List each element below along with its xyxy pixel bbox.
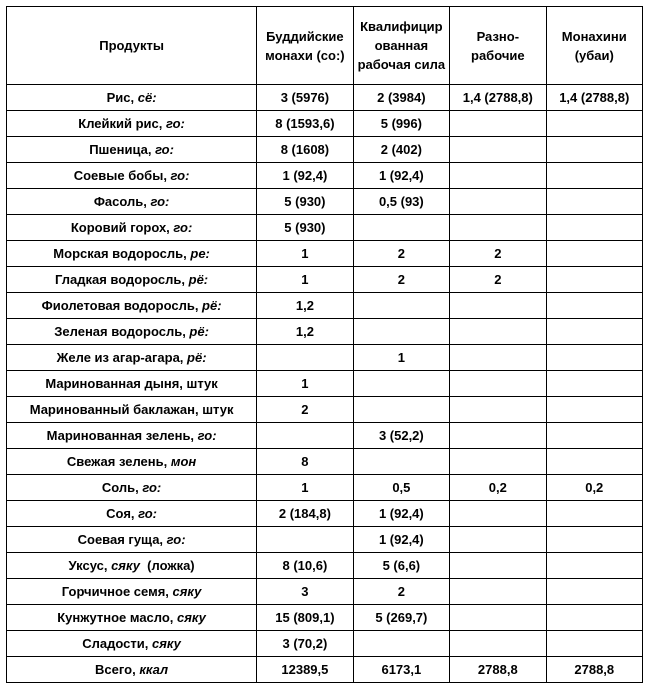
header-nuns-line-2: (убаи) xyxy=(574,47,614,63)
nuns-cell: 2788,8 xyxy=(546,657,642,683)
skilled-cell: 5 (6,6) xyxy=(353,553,449,579)
table-row xyxy=(7,631,643,657)
product-name: Свежая зелень, xyxy=(66,454,171,469)
table-row xyxy=(7,137,643,163)
product-name: Коровий горох, xyxy=(70,220,174,235)
nuns-cell xyxy=(546,423,642,449)
product-unit: го: xyxy=(138,506,158,521)
product-name: Пшеница, xyxy=(89,142,156,157)
product-unit: го: xyxy=(150,194,170,209)
monks-cell: 12389,5 xyxy=(257,657,353,683)
table-row xyxy=(7,293,643,319)
product-cell xyxy=(7,111,257,137)
product-unit: ккал xyxy=(139,662,169,677)
header-nuns-line-1: Монахини xyxy=(561,28,627,44)
laborers-cell xyxy=(450,527,546,553)
product-cell xyxy=(7,137,257,163)
monks-cell xyxy=(257,527,353,553)
skilled-cell: 1 xyxy=(353,345,449,371)
product-name: Уксус, xyxy=(68,558,112,573)
product-cell xyxy=(7,553,257,579)
nuns-cell xyxy=(546,267,642,293)
nuns-cell xyxy=(546,319,642,345)
product-unit: го: xyxy=(166,116,185,131)
nuns-cell xyxy=(546,137,642,163)
product-cell xyxy=(7,423,257,449)
product-unit: рe: xyxy=(190,246,210,261)
nuns-cell xyxy=(546,293,642,319)
skilled-cell: 2 xyxy=(353,267,449,293)
laborers-cell xyxy=(450,111,546,137)
product-unit: го: xyxy=(155,142,174,157)
product-cell xyxy=(7,267,257,293)
nuns-cell xyxy=(546,241,642,267)
skilled-cell xyxy=(353,631,449,657)
skilled-cell: 0,5 xyxy=(353,475,449,501)
ration-table xyxy=(6,6,643,683)
monks-cell: 1 xyxy=(257,267,353,293)
nuns-cell xyxy=(546,553,642,579)
product-unit: сяку xyxy=(111,558,140,573)
table-row xyxy=(7,501,643,527)
nuns-cell xyxy=(546,501,642,527)
product-cell xyxy=(7,241,257,267)
monks-cell xyxy=(257,345,353,371)
table-row xyxy=(7,423,643,449)
product-name: Всего, xyxy=(95,662,140,677)
skilled-cell xyxy=(353,397,449,423)
table-row xyxy=(7,527,643,553)
table-row xyxy=(7,449,643,475)
product-cell xyxy=(7,475,257,501)
nuns-cell xyxy=(546,163,642,189)
monks-cell: 1 (92,4) xyxy=(257,163,353,189)
header-laborers-line-1: Разно- xyxy=(476,28,520,44)
monks-cell: 2 (184,8) xyxy=(257,501,353,527)
nuns-cell xyxy=(546,631,642,657)
product-cell xyxy=(7,605,257,631)
product-unit: рё: xyxy=(202,298,222,313)
product-cell xyxy=(7,345,257,371)
nuns-cell xyxy=(546,579,642,605)
nuns-cell xyxy=(546,397,642,423)
header-laborers-line-2: рабочие xyxy=(471,47,525,63)
product-name: Маринованная дыня, штук xyxy=(45,376,218,391)
nuns-cell: 1,4 (2788,8) xyxy=(546,85,642,111)
monks-cell: 1,2 xyxy=(257,293,353,319)
laborers-cell xyxy=(450,371,546,397)
product-cell xyxy=(7,657,257,683)
table-row xyxy=(7,397,643,423)
product-unit: го: xyxy=(166,532,186,547)
product-unit: мон xyxy=(170,454,197,469)
laborers-cell: 1,4 (2788,8) xyxy=(450,85,546,111)
product-unit: го: xyxy=(142,480,162,495)
table-row xyxy=(7,371,643,397)
monks-cell: 8 xyxy=(257,449,353,475)
product-name: Маринованный баклажан, штук xyxy=(29,402,234,417)
laborers-cell: 2 xyxy=(450,241,546,267)
table-row xyxy=(7,657,643,683)
laborers-cell: 0,2 xyxy=(450,475,546,501)
table-row xyxy=(7,111,643,137)
product-name: Соевая гуща, xyxy=(77,532,167,547)
header-skilled-line-3: рабочая сила xyxy=(357,57,446,72)
table-row xyxy=(7,319,643,345)
laborers-cell xyxy=(450,579,546,605)
skilled-cell xyxy=(353,215,449,241)
skilled-cell: 2 xyxy=(353,241,449,267)
product-name: Желе из агар-агара, xyxy=(56,350,188,365)
table-row xyxy=(7,475,643,501)
product-name: Маринованная зелень, xyxy=(46,428,198,443)
skilled-cell: 1 (92,4) xyxy=(353,163,449,189)
skilled-cell: 0,5 (93) xyxy=(353,189,449,215)
table-row xyxy=(7,215,643,241)
product-cell xyxy=(7,215,257,241)
header-skilled xyxy=(353,7,449,85)
product-unit: рё: xyxy=(189,324,209,339)
table-row xyxy=(7,163,643,189)
monks-cell: 1 xyxy=(257,475,353,501)
laborers-cell xyxy=(450,397,546,423)
header-monks-line-1: Буддийские xyxy=(266,28,344,44)
product-name: Клейкий рис, xyxy=(78,116,166,131)
product-unit: го: xyxy=(170,168,190,183)
laborers-cell: 2788,8 xyxy=(450,657,546,683)
product-unit: сяку xyxy=(172,584,202,599)
table-row xyxy=(7,267,643,293)
skilled-cell: 5 (269,7) xyxy=(353,605,449,631)
monks-cell: 3 (5976) xyxy=(257,85,353,111)
product-name: Кунжутное масло, xyxy=(57,610,178,625)
skilled-cell: 3 (52,2) xyxy=(353,423,449,449)
nuns-cell xyxy=(546,345,642,371)
header-products xyxy=(7,7,257,85)
product-name: Морская водоросль, xyxy=(53,246,191,261)
table-body xyxy=(7,85,643,683)
header-products-text: Продукты xyxy=(99,38,164,53)
monks-cell: 1 xyxy=(257,241,353,267)
skilled-cell: 6173,1 xyxy=(353,657,449,683)
product-name: Фасоль, xyxy=(93,194,151,209)
monks-cell: 1 xyxy=(257,371,353,397)
monks-cell: 2 xyxy=(257,397,353,423)
nuns-cell xyxy=(546,605,642,631)
product-cell xyxy=(7,189,257,215)
product-cell xyxy=(7,371,257,397)
product-cell xyxy=(7,579,257,605)
table-row xyxy=(7,85,643,111)
product-cell xyxy=(7,631,257,657)
product-unit: го: xyxy=(197,428,217,443)
table-row xyxy=(7,345,643,371)
monks-cell: 15 (809,1) xyxy=(257,605,353,631)
nuns-cell xyxy=(546,449,642,475)
product-name: Соль, xyxy=(101,480,143,495)
product-unit: сяку xyxy=(152,636,181,651)
laborers-cell xyxy=(450,449,546,475)
laborers-cell xyxy=(450,345,546,371)
table-header xyxy=(7,7,643,85)
laborers-cell: 2 xyxy=(450,267,546,293)
skilled-cell: 2 (402) xyxy=(353,137,449,163)
monks-cell: 3 (70,2) xyxy=(257,631,353,657)
header-monks xyxy=(257,7,353,85)
product-name: Горчичное семя, xyxy=(61,584,173,599)
table-row xyxy=(7,605,643,631)
product-unit: сё: xyxy=(137,90,157,105)
laborers-cell xyxy=(450,501,546,527)
laborers-cell xyxy=(450,605,546,631)
header-skilled-line-1: Квалифицир xyxy=(360,19,443,34)
header-laborers xyxy=(450,7,546,85)
product-name: Соя, xyxy=(106,506,139,521)
monks-cell: 8 (1608) xyxy=(257,137,353,163)
nuns-cell: 0,2 xyxy=(546,475,642,501)
laborers-cell xyxy=(450,293,546,319)
skilled-cell: 2 (3984) xyxy=(353,85,449,111)
product-name: Рис, xyxy=(106,90,138,105)
laborers-cell xyxy=(450,137,546,163)
header-monks-line-2: монахи (со:) xyxy=(265,47,345,63)
product-unit: рё: xyxy=(187,350,207,365)
skilled-cell xyxy=(353,319,449,345)
nuns-cell xyxy=(546,215,642,241)
monks-cell: 5 (930) xyxy=(257,215,353,241)
skilled-cell: 1 (92,4) xyxy=(353,501,449,527)
laborers-cell xyxy=(450,189,546,215)
skilled-cell: 5 (996) xyxy=(353,111,449,137)
monks-cell xyxy=(257,423,353,449)
product-cell xyxy=(7,163,257,189)
product-cell xyxy=(7,85,257,111)
product-name: Соевые бобы, xyxy=(73,168,171,183)
product-cell xyxy=(7,501,257,527)
product-name: Зеленая водоросль, xyxy=(54,324,190,339)
header-nuns xyxy=(546,7,642,85)
product-unit: го: xyxy=(173,220,193,235)
laborers-cell xyxy=(450,631,546,657)
product-cell xyxy=(7,527,257,553)
product-cell xyxy=(7,293,257,319)
laborers-cell xyxy=(450,319,546,345)
product-cell xyxy=(7,449,257,475)
product-name: Фиолетовая водоросль, xyxy=(41,298,203,313)
skilled-cell xyxy=(353,293,449,319)
nuns-cell xyxy=(546,111,642,137)
monks-cell: 8 (10,6) xyxy=(257,553,353,579)
table-row xyxy=(7,579,643,605)
product-unit: рё: xyxy=(188,272,209,287)
product-name: Гладкая водоросль, xyxy=(55,272,189,287)
table-row xyxy=(7,189,643,215)
table-row xyxy=(7,241,643,267)
product-unit: сяку xyxy=(177,610,206,625)
monks-cell: 8 (1593,6) xyxy=(257,111,353,137)
monks-cell: 5 (930) xyxy=(257,189,353,215)
monks-cell: 3 xyxy=(257,579,353,605)
nuns-cell xyxy=(546,371,642,397)
product-cell xyxy=(7,319,257,345)
table-row xyxy=(7,553,643,579)
nuns-cell xyxy=(546,527,642,553)
product-cell xyxy=(7,397,257,423)
laborers-cell xyxy=(450,163,546,189)
laborers-cell xyxy=(450,553,546,579)
header-skilled-line-2: ованная xyxy=(374,38,429,53)
skilled-cell: 1 (92,4) xyxy=(353,527,449,553)
nuns-cell xyxy=(546,189,642,215)
skilled-cell xyxy=(353,449,449,475)
product-name: Сладости, xyxy=(82,636,152,651)
product-unit-note: (ложка) xyxy=(139,558,195,573)
monks-cell: 1,2 xyxy=(257,319,353,345)
skilled-cell: 2 xyxy=(353,579,449,605)
laborers-cell xyxy=(450,215,546,241)
skilled-cell xyxy=(353,371,449,397)
laborers-cell xyxy=(450,423,546,449)
